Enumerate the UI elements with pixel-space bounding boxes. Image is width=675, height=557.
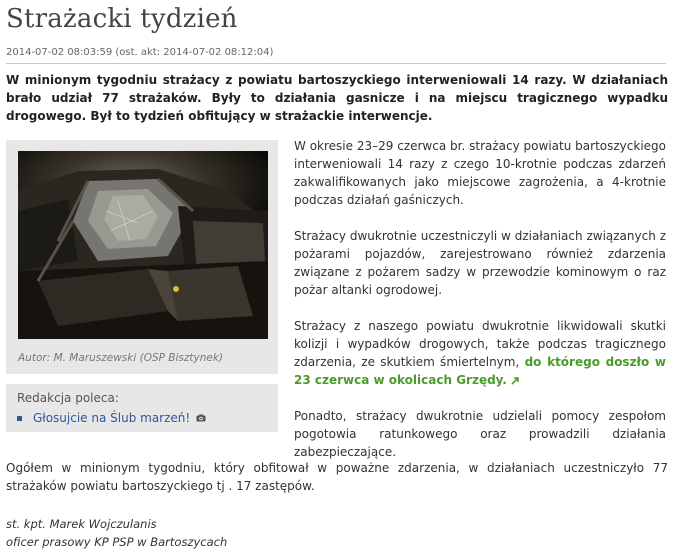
article-photo[interactable] <box>18 151 268 339</box>
title-divider <box>6 63 666 64</box>
paragraph <box>294 317 666 389</box>
photo-box <box>6 140 278 374</box>
paragraph: Strażacy dwukrotnie uczestniczyli w działaniach związanych z pożarami pojazdów, zarejestrowano również zdarzenia związane z pożarem sadzy w przewodzie kominowym o raz pożar altanki ogrodowej. <box>294 229 666 297</box>
article-timestamp: 2014-07-02 08:03:59 (ost. akt: 2014-07-02 08:12:04) <box>6 47 274 58</box>
paragraph: W okresie 23–29 czerwca br. strażacy powiatu bartoszyckiego interweniowali 14 razy z czego 10-krotnie podczas zdarzeń zakwalifikowanych jako miejscowe zagrożenia, a 4-krotnie podczas działań gaśniczych. <box>294 139 666 207</box>
photo-caption: Autor: M. Maruszewski (OSP Bisztynek) <box>18 352 224 364</box>
external-link-icon[interactable] <box>511 376 520 385</box>
article-lead: W minionym tygodniu strażacy z powiatu bartoszyckiego interweniowali 14 razy. W działaniach brało udział 77 strażaków. Były to działania gasnicze i na miejscu tragicznego wypadku drogowego. Był to tydzień obfitujący w strażackie interwencje. <box>6 73 668 123</box>
paragraph-text: Strażacy z naszego powiatu dwukrotnie likwidowali skutki kolizji i wypadków drogowych, także podczas tragicznego zdarzenia, ze skutkiem śmiertelnym, <box>294 319 666 369</box>
camera-icon <box>196 414 206 422</box>
recommendations-box <box>6 384 278 432</box>
crashed-car-image <box>18 151 268 339</box>
recommendations-heading: Redakcja poleca: <box>17 391 119 405</box>
recommendation-label[interactable]: Głosujcie na Ślub marzeń! <box>33 411 191 425</box>
signature-name: st. kpt. Marek Wojczulanis <box>6 517 157 531</box>
related-article-link[interactable]: do którego doszło w 23 czerwca w okolicach Grzędy. <box>294 355 667 387</box>
recommendation-link[interactable] <box>17 411 206 425</box>
page-title: Strażacki tydzień <box>6 4 238 34</box>
signature <box>6 515 227 551</box>
paragraph: Ponadto, strażacy dwukrotnie udzielali pomocy zespołom pogotowia ratunkowego oraz prowadzili działania zabezpieczające. <box>294 409 666 459</box>
bullet-icon <box>17 416 22 421</box>
signature-role: oficer prasowy KP PSP w Bartoszycach <box>6 535 228 549</box>
article-body <box>294 137 666 479</box>
article-summary: Ogółem w minionym tygodniu, który obfitował w poważne zdarzenia, w działaniach uczestniczyło 77 strażaków powiatu bartoszyckiego tj . 17 zastępów. <box>6 461 668 493</box>
